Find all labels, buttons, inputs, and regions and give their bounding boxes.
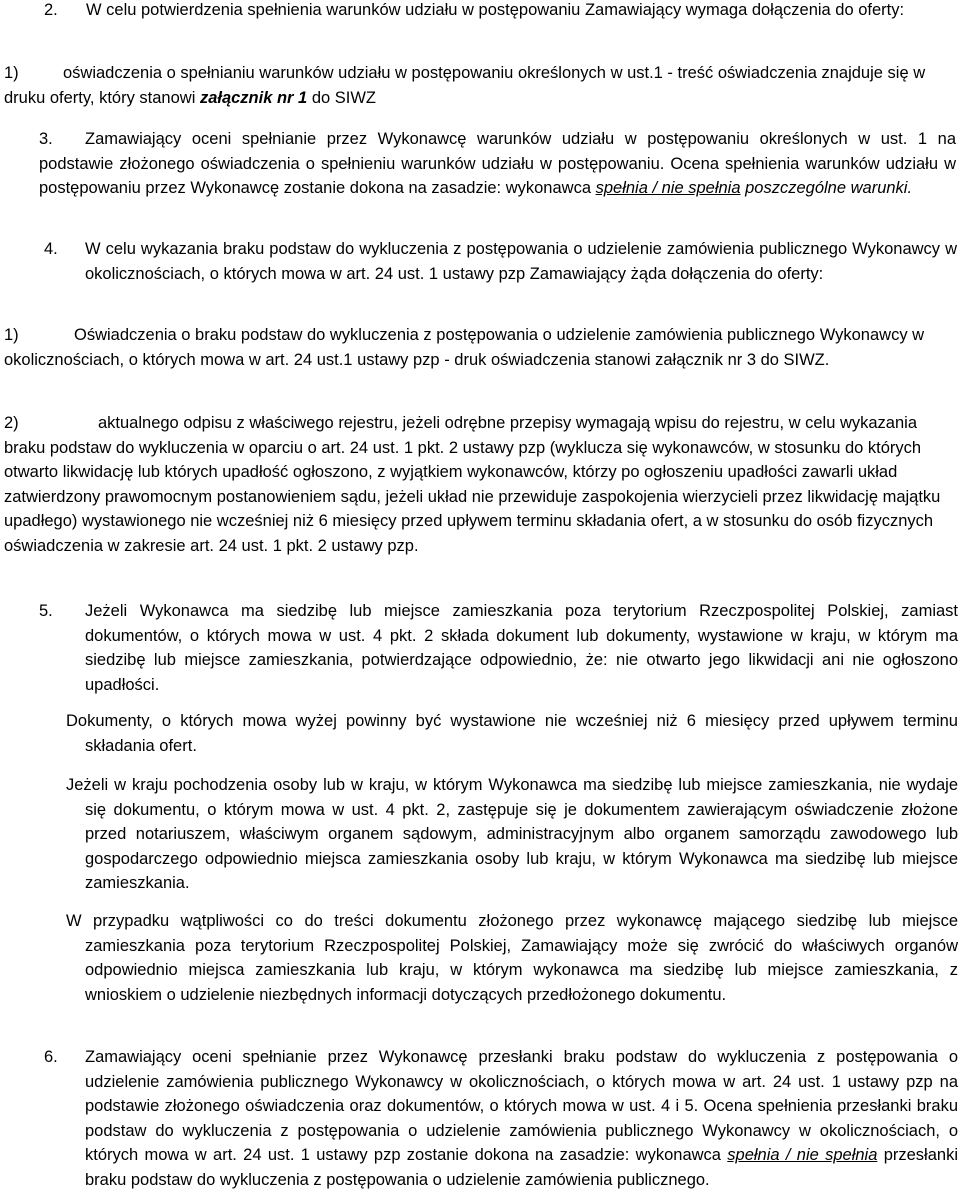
- section-6-text: [85, 1045, 958, 1192]
- section-2-point-1-text-b: do SIWZ: [307, 88, 377, 107]
- section-4-point-1-text: Oświadczenia o braku podstaw do wykluczenia z postępowania o udzielenie zamówienia publicznego Wykonawcy w okolicznościach, o których mowa w art. 24 ust.1 ustawy pzp - druk oświadczenia stanowi załącznik nr 3 do SIWZ.: [4, 326, 925, 369]
- section-4-number: 4.: [44, 240, 58, 258]
- section-3: [39, 127, 956, 201]
- section-2-text: W celu potwierdzenia spełnienia warunków udziału w postępowaniu Zamawiający wymaga dołączenia do oferty:: [86, 1, 905, 19]
- section-6-text-b: przesłanki braku podstaw do wykluczenia z postępowania o udzielenie zamówienia publicznego.: [85, 1146, 958, 1189]
- section-6-text-a: Zamawiający oceni spełnianie przez Wykonawcę przesłanki braku podstaw do wykluczenia z postępowania o udzielenie zamówienia publicznego Wykonawcy w okolicznościach, o których mowa w art. 24 ust. 1 ustawy pzp na podstawie złożonego oświadczenia oraz dokumentów, o których mowa w ust. 4 i 5. Ocena spełnienia przesłanki braku podstaw do wykluczenia z postępowania o udzielenie zamówienia publicznego Wykonawcy w okolicznościach, o których mowa w art. 24 ust. 1 ustawy pzp zostanie dokona na zasadzie: wykonawca: [85, 1048, 958, 1164]
- section-3-criteria-emphasis: spełnia / nie spełnia: [595, 179, 741, 197]
- section-5-paragraph-c: [66, 909, 958, 1007]
- section-5-number: 5.: [39, 602, 53, 620]
- section-2-point-1: [4, 61, 954, 110]
- section-4-point-2-number: 2): [4, 414, 19, 432]
- section-4-text: W celu wykazania braku podstaw do wykluczenia z postępowania o udzielenie zamówienia publicznego Wykonawcy w okolicznościach, o których mowa w art. 24 ust. 1 ustawy pzp Zamawiający żąda dołączenia do oferty:: [85, 240, 957, 283]
- section-2-point-1-number: 1): [4, 64, 19, 82]
- section-3-number: 3.: [39, 130, 53, 148]
- section-2-point-1-text-a: oświadczenia o spełnianiu warunków udziału w postępowaniu określonych w ust.1 - treść oświadczenia znajduje się w druku oferty, który stanowi: [4, 64, 926, 107]
- section-6-criteria-emphasis: spełnia / nie spełnia: [727, 1146, 878, 1164]
- section-5-paragraph-c-text: W przypadku wątpliwości co do treści dokumentu złożonego przez wykonawcę mającego siedzibę lub miejsce zamieszkania poza terytorium Rzeczpospolitej Polskiej, Zamawiający może się zwrócić do właściwych organów odpowiednio miejsca zamieszkania lub kraju, w którym wykonawca ma siedzibę lub miejsce zamieszkania, z wnioskiem o udzielenie niezbędnych informacji dotyczących przedłożonego dokumentu.: [66, 912, 958, 1004]
- section-3-text-b: poszczególne warunki.: [740, 179, 913, 197]
- section-5-text: Jeżeli Wykonawca ma siedzibę lub miejsce zamieszkania poza terytorium Rzeczpospolitej Polskiej, zamiast dokumentów, o których mowa w ust. 4 pkt. 2 składa dokument lub dokumenty, wystawione w kraju, w którym ma siedzibę lub miejsce zamieszkania, potwierdzające odpowiednio, że: nie otwarto jego likwidacji ani nie ogłoszono upadłości.: [85, 602, 958, 694]
- section-2-number: 2.: [44, 1, 58, 19]
- section-5-paragraph-a: [66, 709, 958, 758]
- section-3-text: [39, 127, 956, 201]
- section-4-point-1-number: 1): [4, 326, 19, 344]
- section-4-point-2-text: aktualnego odpisu z właściwego rejestru, jeżeli odrębne przepisy wymagają wpisu do rejestru, w celu wykazania braku podstaw do wykluczenia w oparciu o art. 24 ust. 1 pkt. 2 ustawy pzp (wyklucza się wykonawców, w stosunku do których otwarto likwidację lub których upadłość ogłoszono, z wyjątkiem wykonawców, którzy po ogłoszeniu upadłości zawarli układ zatwierdzony prawomocnym postanowieniem sądu, jeżeli układ nie przewiduje zaspokojenia wierzycieli przez likwidację majątku upadłego) wystawionego nie wcześniej niż 6 miesięcy przed upływem terminu składania ofert, a w stosunku do osób fizycznych oświadczenia w zakresie art. 24 ust. 1 pkt. 2 ustawy pzp.: [4, 414, 941, 555]
- section-3-text-a: Zamawiający oceni spełnianie przez Wykonawcę warunków udziału w postępowaniu określonych w ust. 1 na podstawie złożonego oświadczenia o spełnieniu warunków udziału w postępowaniu. Ocena spełnienia warunków udziału w postępowaniu przez Wykonawcę zostanie dokona na zasadzie: wykonawca: [39, 130, 956, 197]
- section-5-paragraph-b: [66, 773, 958, 896]
- section-5-paragraph-a-text: Dokumenty, o których mowa wyżej powinny być wystawione nie wcześniej niż 6 miesięcy przed upływem terminu składania ofert.: [66, 712, 958, 755]
- section-4-point-2: [4, 411, 956, 558]
- section-5-paragraph-b-text: Jeżeli w kraju pochodzenia osoby lub w kraju, w którym Wykonawca ma siedzibę lub miejsce zamieszkania, nie wydaje się dokumentu, o którym mowa w ust. 4 pkt. 2, zastępuje się je dokumentem zawierającym oświadczenie złożone przed notariuszem, właściwym organem sądowym, administracyjnym albo organem samorządu zawodowego lub gospodarczego odpowiednio miejsca zamieszkania osoby lub kraju, w którym Wykonawca ma siedzibę lub miejsce zamieszkania.: [66, 776, 958, 892]
- section-5: [39, 599, 958, 697]
- section-6: [44, 1045, 958, 1192]
- section-4-point-1: [4, 323, 956, 372]
- attachment-1-reference: załącznik nr 1: [199, 88, 308, 107]
- section-6-number: 6.: [44, 1048, 58, 1066]
- section-4: [44, 237, 957, 286]
- section-2: [44, 0, 956, 23]
